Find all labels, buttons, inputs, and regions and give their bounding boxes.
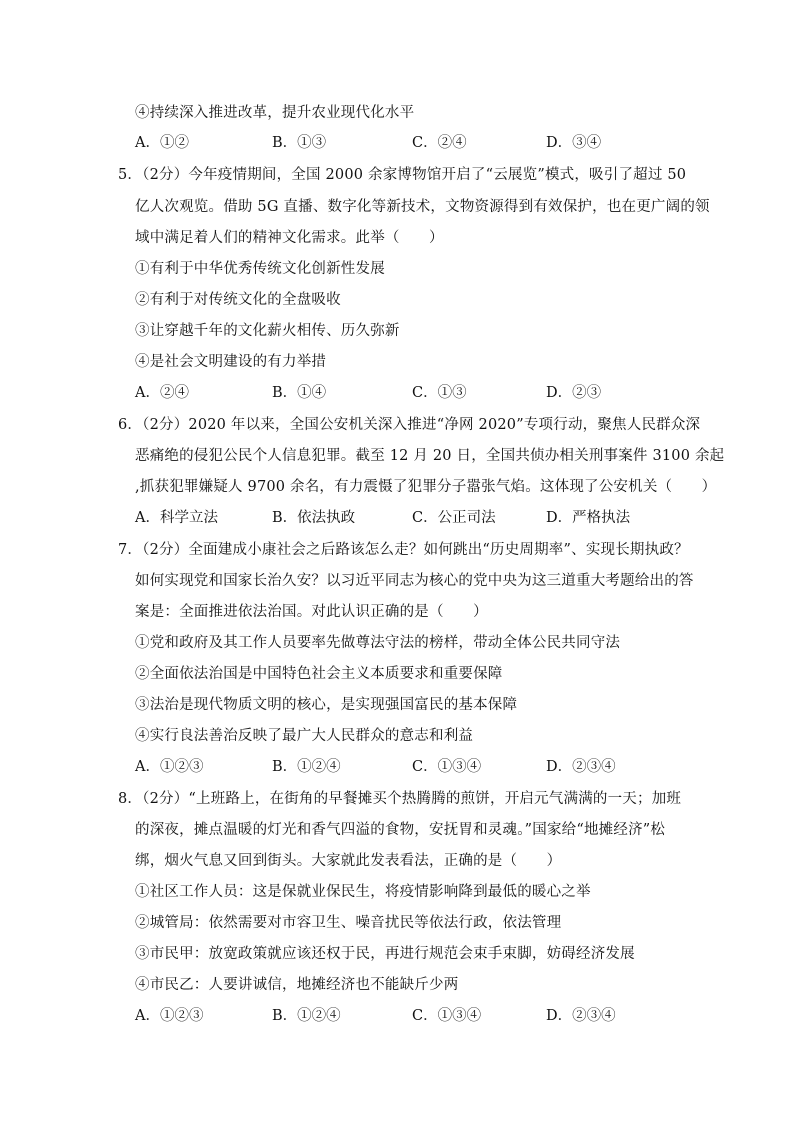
q8-item-1: ①社区工作人员：这是保就业保民生，将疫情影响降到最低的暖心之举 <box>135 884 591 900</box>
q5-option-a: A．②④ <box>135 385 189 401</box>
q5-option-c: C．①③ <box>412 385 467 401</box>
q8-stem-line-3: 绑，烟火气息又回到街头。大家就此发表看法，正确的是（ ） <box>135 853 562 869</box>
q5-option-d: D．②③ <box>546 385 602 401</box>
q5-option-b: B．①④ <box>272 385 327 401</box>
q5-options <box>135 383 695 403</box>
q7-option-d: D．②③④ <box>546 759 616 775</box>
q6-option-a: A．科学立法 <box>135 510 218 526</box>
q7-stem-line-1: 7．（2分）全面建成小康社会之后路该怎么走？如何跳出“历史周期率”、实现长期执政？ <box>118 542 689 558</box>
q6-stem-line-3: ,抓获犯罪嫌疑人 9700 余名，有力震慑了犯罪分子嚣张气焰。这体现了公安机关（ ） <box>135 479 717 495</box>
q7-option-b: B．①②④ <box>272 759 341 775</box>
q7-item-1: ①党和政府及其工作人员要率先做尊法守法的榜样，带动全体公民共同守法 <box>135 635 621 651</box>
q5-item-1: ①有利于中华优秀传统文化创新性发展 <box>135 261 385 277</box>
q8-item-2: ②城管局：依然需要对市容卫生、噪音扰民等依法行政，依法管理 <box>135 915 562 931</box>
q4-option-b: B．①③ <box>272 135 327 151</box>
q8-option-d: D．②③④ <box>546 1008 616 1024</box>
q8-option-b: B．①②④ <box>272 1008 341 1024</box>
q6-stem-line-2: 恶痛绝的侵犯公民个人信息犯罪。截至 12 月 20 日，全国共侦办相关刑事案件 3100 余起 <box>135 448 725 464</box>
q8-item-4: ④市民乙：人要讲诚信，地摊经济也不能缺斤少两 <box>135 977 459 993</box>
q4-option-d: D．③④ <box>546 135 602 151</box>
q8-options <box>135 1006 695 1026</box>
q6-option-b: B．依法执政 <box>272 510 356 526</box>
q6-options <box>135 508 695 528</box>
q5-item-3: ③让穿越千年的文化薪火相传、历久弥新 <box>135 323 400 339</box>
q4-options <box>135 133 695 153</box>
q7-options <box>135 757 695 777</box>
q5-item-4: ④是社会文明建设的有力举措 <box>135 354 327 370</box>
q4-option-c: C．②④ <box>412 135 467 151</box>
q7-stem-line-3: 案是：全面推进依法治国。对此认识正确的是（ ） <box>135 604 488 620</box>
q7-item-4: ④实行良法善治反映了最广大人民群众的意志和利益 <box>135 728 474 744</box>
q6-option-d: D．严格执法 <box>546 510 631 526</box>
q8-item-3: ③市民甲：放宽政策就应该还权于民，再进行规范会束手束脚，妨碍经济发展 <box>135 946 635 962</box>
q8-option-a: A．①②③ <box>135 1008 204 1024</box>
q6-option-c: C．公正司法 <box>412 510 496 526</box>
q5-stem-line-2: 亿人次观览。借助 5G 直播、数字化等新技术，文物资源得到有效保护，也在更广阔的领 <box>135 199 710 215</box>
q7-stem-line-2: 如何实现党和国家长治久安？以习近平同志为核心的党中央为这三道重大考题给出的答 <box>135 573 694 589</box>
q8-stem-line-2: 的深夜，摊点温暖的灯光和香气四溢的食物，安抚胃和灵魂。”国家给“地摊经济”松 <box>135 822 666 838</box>
q8-option-c: C．①③④ <box>412 1008 482 1024</box>
q4-option-a: A．①② <box>135 135 189 151</box>
q5-stem-line-3: 域中满足着人们的精神文化需求。此举（ ） <box>135 230 444 246</box>
q5-stem-line-1: 5．（2分）今年疫情期间，全国 2000 余家博物馆开启了“云展览”模式，吸引了超过 50 <box>118 167 687 183</box>
q7-option-a: A．①②③ <box>135 759 204 775</box>
q6-stem-line-1: 6．（2分）2020 年以来，全国公安机关深入推进“净网 2020”专项行动，聚焦人民群众深 <box>118 417 701 433</box>
q7-item-2: ②全面依法治国是中国特色社会主义本质要求和重要保障 <box>135 666 503 682</box>
q7-item-3: ③法治是现代物质文明的核心，是实现强国富民的基本保障 <box>135 697 518 713</box>
q7-option-c: C．①③④ <box>412 759 482 775</box>
q5-item-2: ②有利于对传统文化的全盘吸收 <box>135 292 341 308</box>
q4-item-4: ④持续深入推进改革，提升农业现代化水平 <box>135 105 415 121</box>
q8-stem-line-1: 8．（2分）“上班路上，在街角的早餐摊买个热腾腾的煎饼，开启元气满满的一天；加班 <box>118 791 682 807</box>
